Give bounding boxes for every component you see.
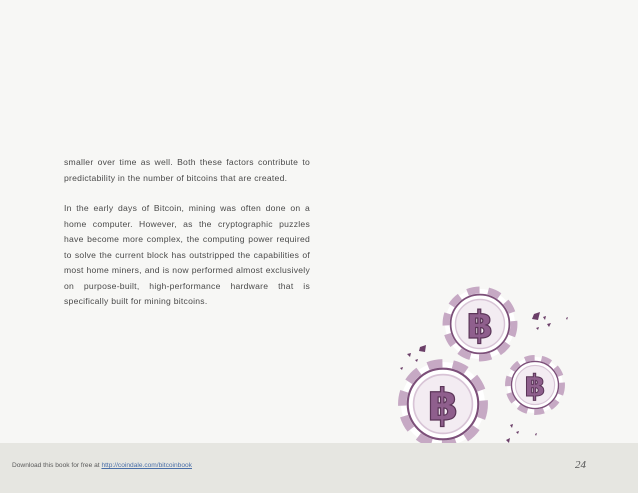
bitcoin-coins-illustration xyxy=(395,282,585,447)
coin-top xyxy=(445,289,515,359)
paragraph: smaller over time as well. Both these factors contribute to predictability in the number of bitcoins that are created. xyxy=(64,157,310,183)
bitcoin-symbol: ฿ xyxy=(427,380,459,431)
bitcoin-symbol: ฿ xyxy=(524,369,546,404)
body-text xyxy=(64,155,310,325)
bitcoin-symbol: ฿ xyxy=(466,303,494,347)
page-number: 24 xyxy=(575,459,586,471)
paragraph: In the early days of Bitcoin, mining was often done on a home computer. However, as the cryptographic puzzles have become more complex, the computing power required to solve the current block has outstripped the capabilities of most home miners, and is now performed almost exclusively on purpose-built, high-performance hardware that is specifically built for mining bitcoins. xyxy=(64,203,310,306)
page-footer xyxy=(0,443,638,493)
coin-right xyxy=(507,357,563,413)
footer-link[interactable]: http://coindale.com/bitcoinbook xyxy=(101,462,192,469)
footer-prefix: Download this book for free at xyxy=(12,462,102,469)
coin-bottom-left xyxy=(401,362,485,446)
footer-text xyxy=(12,462,192,469)
